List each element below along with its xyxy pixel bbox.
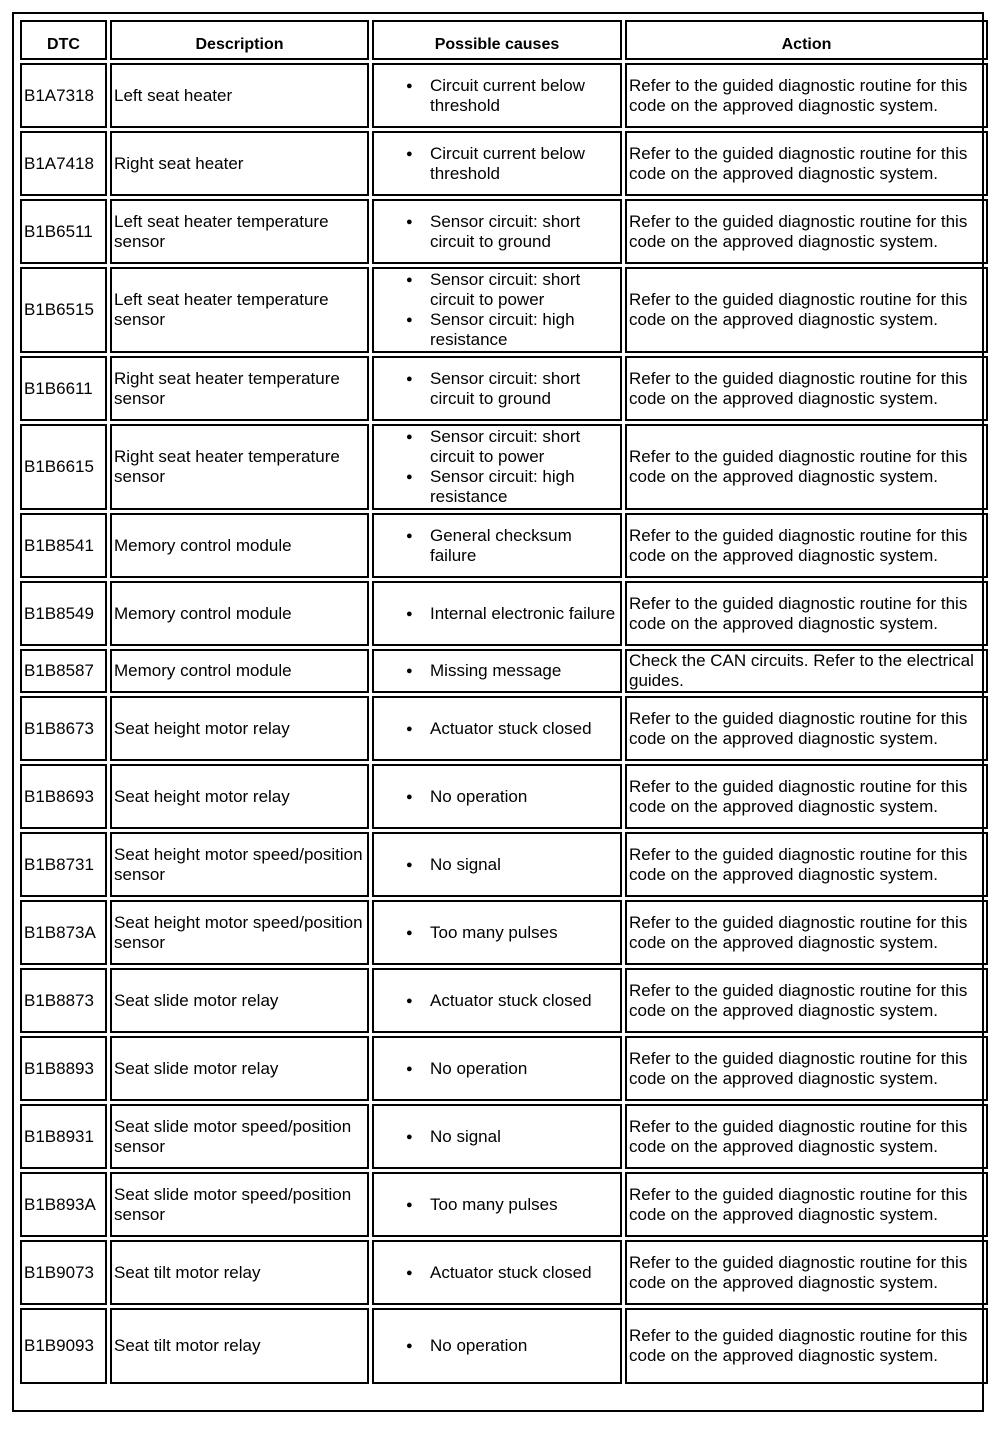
table-row <box>20 1308 988 1384</box>
dtc-code: B1B8931 <box>20 1104 107 1169</box>
possible-causes-list <box>376 212 618 252</box>
possible-causes-cell <box>372 63 622 128</box>
dtc-code: B1B8549 <box>20 581 107 646</box>
possible-causes-cell <box>372 764 622 829</box>
possible-causes-list <box>376 1059 618 1079</box>
possible-causes-list <box>376 604 618 624</box>
possible-cause-item: ● Circuit current below threshold <box>376 76 618 116</box>
dtc-description: Memory control module <box>110 513 369 578</box>
table-body <box>20 63 988 1384</box>
action-text: Refer to the guided diagnostic routine for this code on the approved diagnostic system. <box>625 1308 988 1384</box>
action-text: Refer to the guided diagnostic routine for this code on the approved diagnostic system. <box>625 131 988 196</box>
dtc-code: B1B6515 <box>20 267 107 353</box>
dtc-code: B1B873A <box>20 900 107 965</box>
possible-causes-list <box>376 1127 618 1147</box>
dtc-code: B1B8731 <box>20 832 107 897</box>
possible-cause-item: ● Sensor circuit: short circuit to power <box>376 270 618 310</box>
possible-cause-item: ● Too many pulses <box>376 1195 618 1215</box>
header-action: Action <box>625 20 988 60</box>
dtc-description: Seat height motor relay <box>110 696 369 761</box>
action-text: Refer to the guided diagnostic routine for this code on the approved diagnostic system. <box>625 63 988 128</box>
possible-causes-cell <box>372 1036 622 1101</box>
possible-cause-item: ● Sensor circuit: high resistance <box>376 310 618 350</box>
possible-causes-cell <box>372 1172 622 1237</box>
action-text: Refer to the guided diagnostic routine for this code on the approved diagnostic system. <box>625 1036 988 1101</box>
dtc-description: Seat tilt motor relay <box>110 1240 369 1305</box>
action-text: Refer to the guided diagnostic routine for this code on the approved diagnostic system. <box>625 968 988 1033</box>
dtc-description: Seat height motor speed/position sensor <box>110 900 369 965</box>
possible-causes-cell <box>372 1308 622 1384</box>
dtc-code: B1B9093 <box>20 1308 107 1384</box>
dtc-code: B1B6611 <box>20 356 107 421</box>
dtc-description: Memory control module <box>110 581 369 646</box>
possible-causes-cell <box>372 424 622 510</box>
table-row <box>20 832 988 897</box>
dtc-code: B1B9073 <box>20 1240 107 1305</box>
possible-causes-list <box>376 1263 618 1283</box>
possible-causes-cell <box>372 356 622 421</box>
possible-cause-item: ● Actuator stuck closed <box>376 991 618 1011</box>
possible-cause-item: ● No operation <box>376 1336 618 1356</box>
possible-cause-item: ● Too many pulses <box>376 923 618 943</box>
possible-causes-list <box>376 1195 618 1215</box>
possible-cause-item: ● Sensor circuit: high resistance <box>376 467 618 507</box>
table-row <box>20 513 988 578</box>
dtc-description: Left seat heater temperature sensor <box>110 199 369 264</box>
possible-cause-item: ● Sensor circuit: short circuit to ground <box>376 212 618 252</box>
dtc-table-frame <box>12 12 984 1412</box>
dtc-code: B1B8673 <box>20 696 107 761</box>
dtc-description: Seat slide motor speed/position sensor <box>110 1172 369 1237</box>
table-row <box>20 1172 988 1237</box>
possible-causes-cell <box>372 1104 622 1169</box>
table-row <box>20 356 988 421</box>
header-possible-causes: Possible causes <box>372 20 622 60</box>
dtc-description: Left seat heater temperature sensor <box>110 267 369 353</box>
action-text: Refer to the guided diagnostic routine for this code on the approved diagnostic system. <box>625 1104 988 1169</box>
dtc-description: Seat slide motor relay <box>110 1036 369 1101</box>
dtc-code: B1B8893 <box>20 1036 107 1101</box>
table-row <box>20 131 988 196</box>
possible-cause-item: ● Actuator stuck closed <box>376 1263 618 1283</box>
possible-causes-cell <box>372 513 622 578</box>
possible-cause-item: ● No operation <box>376 1059 618 1079</box>
header-description: Description <box>110 20 369 60</box>
dtc-code: B1B6615 <box>20 424 107 510</box>
possible-cause-item: ● General checksum failure <box>376 526 618 566</box>
possible-causes-list <box>376 991 618 1011</box>
table-row <box>20 696 988 761</box>
possible-causes-list <box>376 923 618 943</box>
dtc-description: Memory control module <box>110 649 369 693</box>
action-text: Refer to the guided diagnostic routine for this code on the approved diagnostic system. <box>625 764 988 829</box>
dtc-code: B1B8541 <box>20 513 107 578</box>
dtc-table <box>17 17 991 1387</box>
possible-causes-cell <box>372 131 622 196</box>
action-text: Refer to the guided diagnostic routine for this code on the approved diagnostic system. <box>625 696 988 761</box>
table-row <box>20 764 988 829</box>
dtc-code: B1B893A <box>20 1172 107 1237</box>
possible-causes-list <box>376 270 618 350</box>
possible-cause-item: ● No signal <box>376 855 618 875</box>
dtc-description: Seat height motor relay <box>110 764 369 829</box>
possible-causes-list <box>376 719 618 739</box>
table-row <box>20 1240 988 1305</box>
dtc-description: Seat tilt motor relay <box>110 1308 369 1384</box>
possible-cause-item: ● No signal <box>376 1127 618 1147</box>
dtc-description: Seat slide motor relay <box>110 968 369 1033</box>
table-row <box>20 267 988 353</box>
table-row <box>20 424 988 510</box>
possible-causes-list <box>376 76 618 116</box>
possible-cause-item: ● Circuit current below threshold <box>376 144 618 184</box>
table-row <box>20 199 988 264</box>
table-row <box>20 63 988 128</box>
possible-causes-list <box>376 855 618 875</box>
action-text: Refer to the guided diagnostic routine for this code on the approved diagnostic system. <box>625 356 988 421</box>
table-row <box>20 968 988 1033</box>
possible-causes-cell <box>372 267 622 353</box>
possible-causes-cell <box>372 900 622 965</box>
possible-causes-cell <box>372 696 622 761</box>
possible-causes-list <box>376 787 618 807</box>
table-row <box>20 1104 988 1169</box>
possible-cause-item: ● Sensor circuit: short circuit to power <box>376 427 618 467</box>
action-text: Refer to the guided diagnostic routine for this code on the approved diagnostic system. <box>625 832 988 897</box>
dtc-code: B1A7418 <box>20 131 107 196</box>
dtc-description: Right seat heater temperature sensor <box>110 424 369 510</box>
dtc-code: B1B8693 <box>20 764 107 829</box>
action-text: Check the CAN circuits. Refer to the electrical guides. <box>625 649 988 693</box>
possible-cause-item: ● Missing message <box>376 661 618 681</box>
possible-cause-item: ● Actuator stuck closed <box>376 719 618 739</box>
possible-causes-cell <box>372 199 622 264</box>
action-text: Refer to the guided diagnostic routine for this code on the approved diagnostic system. <box>625 267 988 353</box>
header-dtc: DTC <box>20 20 107 60</box>
possible-causes-cell <box>372 832 622 897</box>
dtc-description: Left seat heater <box>110 63 369 128</box>
dtc-description: Seat height motor speed/position sensor <box>110 832 369 897</box>
action-text: Refer to the guided diagnostic routine for this code on the approved diagnostic system. <box>625 1172 988 1237</box>
dtc-code: B1A7318 <box>20 63 107 128</box>
action-text: Refer to the guided diagnostic routine for this code on the approved diagnostic system. <box>625 513 988 578</box>
possible-causes-cell <box>372 968 622 1033</box>
possible-causes-list <box>376 144 618 184</box>
table-row <box>20 1036 988 1101</box>
possible-causes-list <box>376 526 618 566</box>
possible-causes-cell <box>372 649 622 693</box>
possible-causes-list <box>376 1336 618 1356</box>
table-header-row <box>20 20 988 60</box>
possible-cause-item: ● Internal electronic failure <box>376 604 618 624</box>
possible-cause-item: ● Sensor circuit: short circuit to ground <box>376 369 618 409</box>
table-row <box>20 581 988 646</box>
dtc-code: B1B8873 <box>20 968 107 1033</box>
action-text: Refer to the guided diagnostic routine for this code on the approved diagnostic system. <box>625 199 988 264</box>
dtc-description: Right seat heater <box>110 131 369 196</box>
dtc-code: B1B8587 <box>20 649 107 693</box>
dtc-description: Seat slide motor speed/position sensor <box>110 1104 369 1169</box>
action-text: Refer to the guided diagnostic routine for this code on the approved diagnostic system. <box>625 581 988 646</box>
table-row <box>20 649 988 693</box>
dtc-description: Right seat heater temperature sensor <box>110 356 369 421</box>
possible-causes-list <box>376 661 618 681</box>
dtc-code: B1B6511 <box>20 199 107 264</box>
action-text: Refer to the guided diagnostic routine for this code on the approved diagnostic system. <box>625 424 988 510</box>
possible-causes-cell <box>372 581 622 646</box>
possible-causes-list <box>376 427 618 507</box>
possible-causes-list <box>376 369 618 409</box>
action-text: Refer to the guided diagnostic routine for this code on the approved diagnostic system. <box>625 1240 988 1305</box>
table-row <box>20 900 988 965</box>
possible-causes-cell <box>372 1240 622 1305</box>
possible-cause-item: ● No operation <box>376 787 618 807</box>
action-text: Refer to the guided diagnostic routine for this code on the approved diagnostic system. <box>625 900 988 965</box>
